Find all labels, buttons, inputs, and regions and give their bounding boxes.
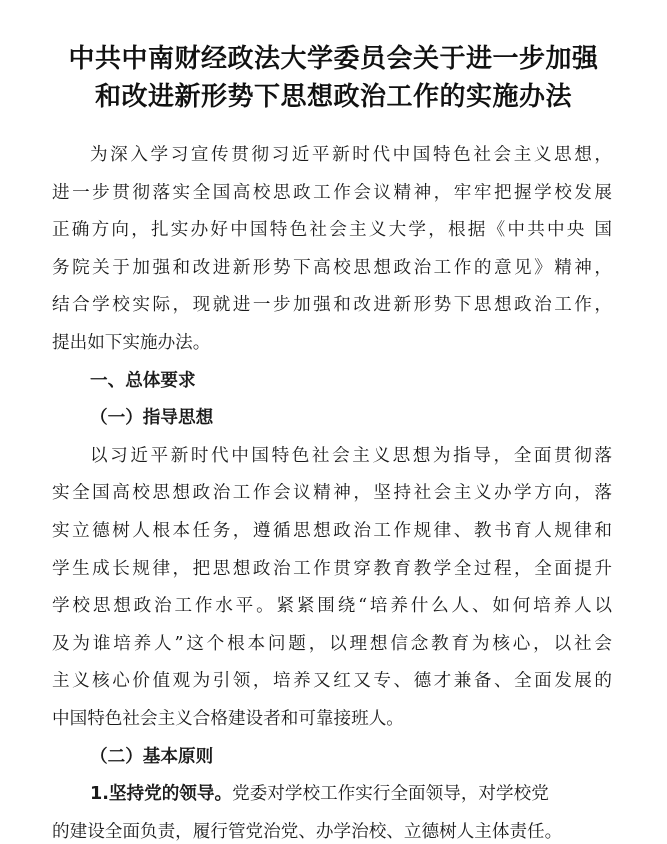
guiding-paragraph-line: 主义核心价值观为引领，培养又红又专、德才兼备、全面发展的 (52, 671, 612, 691)
principle-label: 1.坚持党的领导。 (90, 784, 233, 804)
principle-text: 党委对学校工作实行全面领导，对学校党 (232, 784, 549, 804)
guiding-paragraph-line: 学校思想政治工作水平。紧紧围绕“培养什么人、如何培养人以 (52, 596, 612, 616)
document-title-line-1: 中共中南财经政法大学委员会关于进一步加强 (68, 44, 599, 74)
guiding-paragraph-line: 中国特色社会主义合格建设者和可靠接班人。 (52, 709, 404, 729)
intro-paragraph-line: 进一步贯彻落实全国高校思政工作会议精神，牢牢把握学校发展 (52, 183, 612, 203)
document-title-line-2: 和改进新形势下思想政治工作的实施办法 (94, 82, 572, 112)
guiding-paragraph-line: 以习近平新时代中国特色社会主义思想为指导，全面贯彻落 (90, 446, 612, 466)
subsection-heading: （一）指导思想 (90, 408, 214, 428)
principle-paragraph-line: 的建设全面负责，履行管党治党、办学治校、立德树人主体责任。 (52, 822, 563, 842)
principle-paragraph-line (90, 782, 612, 806)
intro-paragraph-line: 提出如下实施办法。 (52, 333, 211, 353)
intro-paragraph-line: 为深入学习宣传贯彻习近平新时代中国特色社会主义思想， (90, 145, 612, 165)
guiding-paragraph-line: 及为谁培养人”这个根本问题，以理想信念教育为核心，以社会 (52, 634, 612, 654)
subsection-heading: （二）基本原则 (90, 747, 214, 767)
intro-paragraph-line: 务院关于加强和改进新形势下高校思想政治工作的意见》精神， (52, 258, 612, 278)
guiding-paragraph-line: 实全国高校思想政治工作会议精神，坚持社会主义办学方向，落 (52, 483, 612, 503)
section-heading: 一、总体要求 (90, 371, 196, 391)
guiding-paragraph-line: 实立德树人根本任务，遵循思想政治工作规律、教书育人规律和 (52, 521, 612, 541)
intro-paragraph-line: 结合学校实际，现就进一步加强和改进新形势下思想政治工作， (52, 295, 612, 315)
intro-paragraph-line: 正确方向，扎实办好中国特色社会主义大学，根据《中共中央 国 (52, 220, 612, 240)
guiding-paragraph-line: 学生成长规律，把思想政治工作贯穿教育教学全过程，全面提升 (52, 559, 612, 579)
